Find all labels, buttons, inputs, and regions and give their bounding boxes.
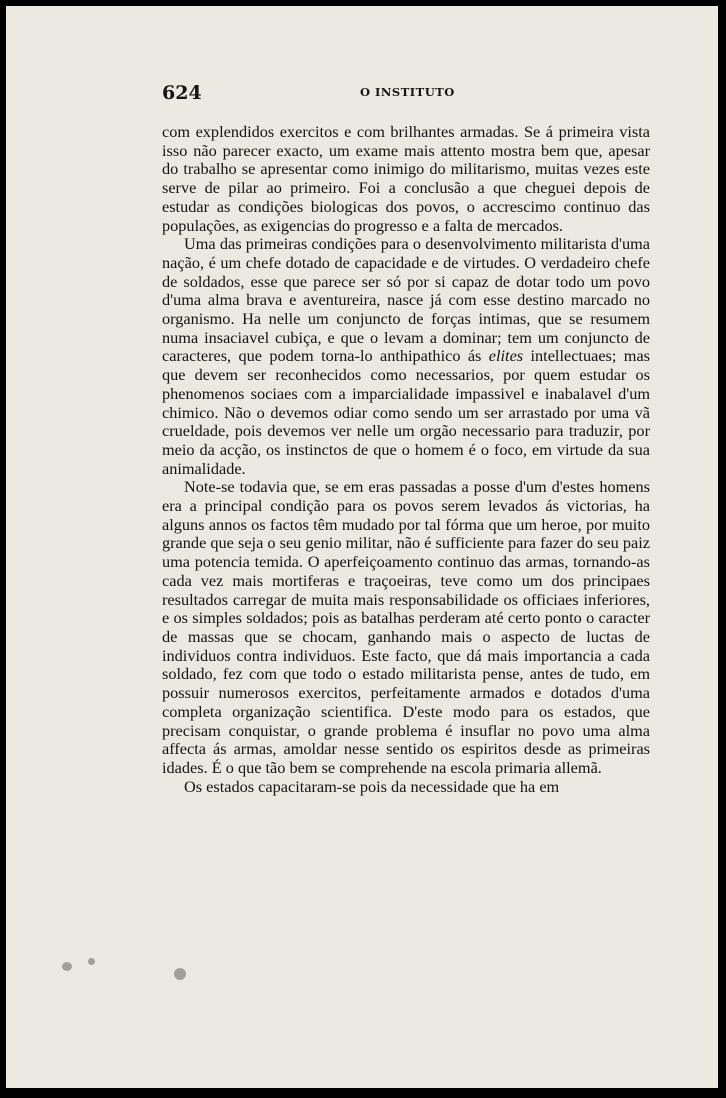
paragraph-1 (162, 123, 650, 235)
page-header (162, 82, 650, 104)
paragraph-3 (162, 478, 650, 777)
book-page (6, 6, 718, 1088)
page-number: 624 (162, 82, 202, 104)
paragraph-1-text: com explendidos exercitos e com brilhantes armadas. Se á primeira vista isso não parecer exacto, um exame mais attento mostra bem que, apesar do trabalho se apresentar como inimigo do militarismo, muitas vezes este serve de pilar ao primeiro. Foi a conclusão a que cheguei depois de estudar as condições biologicas dos povos, o accrescimo continuo das populações, as exigencias do progresso e a falta de mercados. (162, 122, 650, 235)
ink-smudge (62, 962, 72, 971)
paragraph-2-text-a: Uma das primeiras condições para o desenvolvimento militarista d'uma nação, é um chefe dotado de capacidade e de virtudes. O verdadeiro chefe de soldados, esse que parece ser só por si capaz de dotar todo um povo d'uma alma brava e aventureira, nasce já com esse destino marcado no organismo. Ha nelle um conjuncto de forças intimas, que se resumem numa insaciavel cubiça, e que o levam a dominar; tem um conjuncto de caracteres, que podem torna-lo anthipathico ás (162, 234, 650, 366)
running-title: O INSTITUTO (360, 85, 455, 99)
paragraph-2-italic-term: elites (488, 346, 524, 366)
paragraph-2 (162, 235, 650, 478)
paragraph-2-text-b: intellectuaes; mas que devem ser reconhecidos como necessarios, por quem estudar os phenomenos sociaes com a imparcialidade impassivel e inabalavel d'um chimico. Não o devemos odiar como sendo um ser arrastado por uma vã crueldade, pois devemos ver nelle um orgão necessario para traduzir, por meio da acção, os instinctos de que o homem é o foco, em virtude da sua animalidade. (162, 346, 651, 478)
paragraph-3-text: Note-se todavia que, se em eras passadas a posse d'um d'estes homens era a principal condição para os povos serem levados ás victorias, ha alguns annos os factos têm mudado por tal fórma que um heroe, por muito grande que seja o seu genio militar, não é sufficiente para fazer do seu paiz uma potencia temida. O aperfeiçoamento continuo das armas, tornando-as cada vez mais mortiferas e traçoeiras, teve como um dos principaes resultados carregar de muita mais responsabilidade os officiaes inferiores, e os simples soldados; pois as batalhas perderam até certo ponto o caracter de massas que se chocam, ganhando mais o aspecto de luctas de individuos contra individuos. Este facto, que dá mais importancia a cada soldado, fez com que todo o estado militarista pense, antes de tudo, em possuir numerosos exercitos, perfeitamente armados e dotados d'uma completa organização scientifica. D'este modo para os estados, que precisam conquistar, o grande problema é insuflar no povo uma alma affecta ás armas, amoldar nesse sentido os espiritos desde as primeiras idades. É o que tão bem se comprehende na escola primaria allemã. (162, 477, 650, 777)
ink-smudge (174, 968, 186, 980)
body-text (162, 123, 650, 796)
paragraph-4 (162, 778, 650, 797)
ink-smudge (88, 958, 95, 965)
paragraph-4-text: Os estados capacitaram-se pois da necessidade que ha em (184, 776, 560, 796)
